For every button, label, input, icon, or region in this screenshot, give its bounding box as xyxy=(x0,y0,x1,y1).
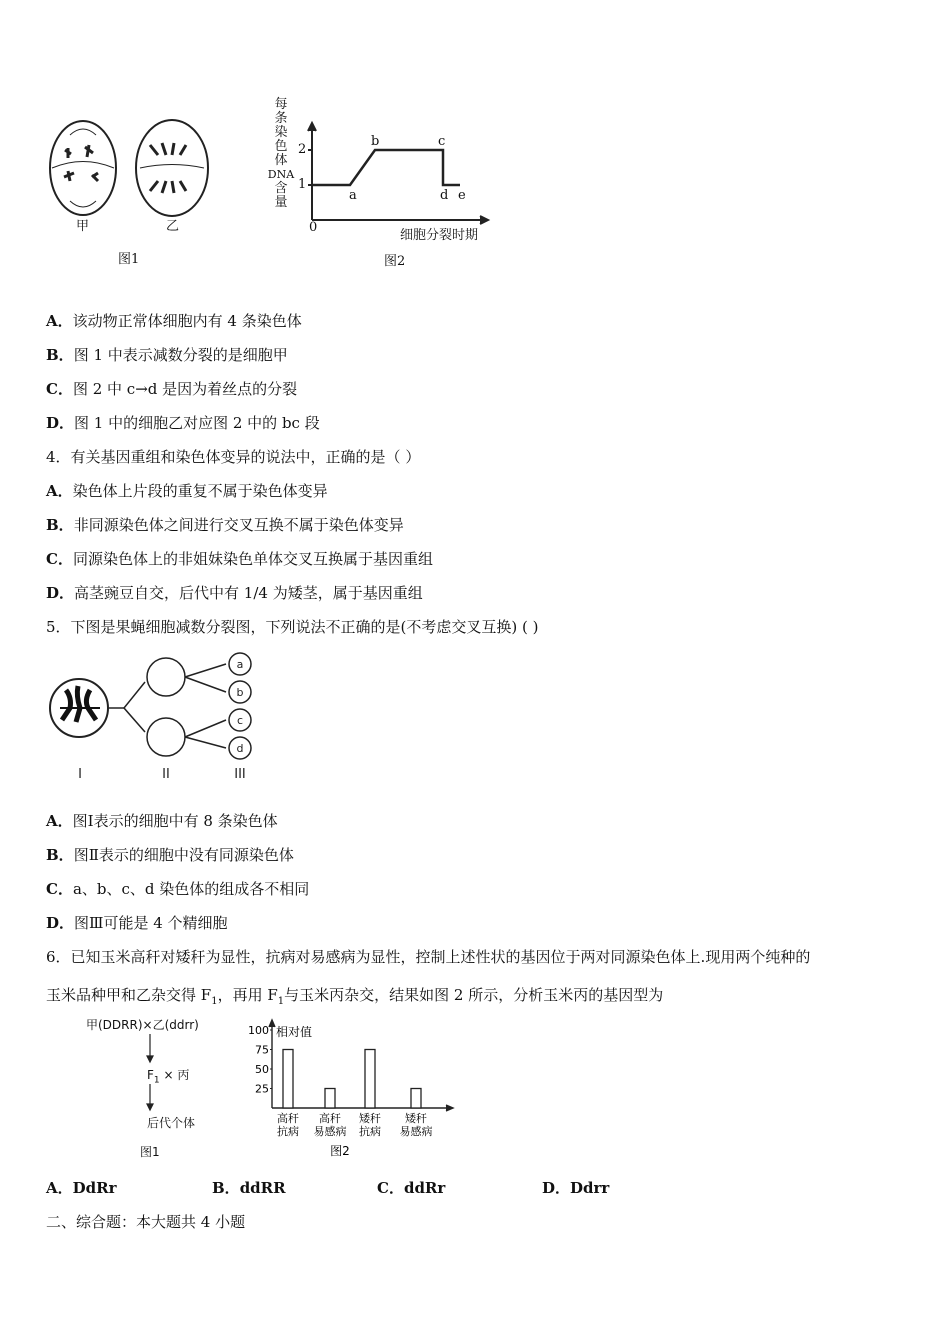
bar-chart-ytick: 25 xyxy=(255,1082,269,1096)
fig2-ylabel-char: 色 xyxy=(274,139,288,154)
q4-option-a[interactable] xyxy=(46,481,328,501)
bar-category-label: 高秆 xyxy=(277,1112,299,1125)
option-text: DdRr xyxy=(72,1179,117,1197)
q3-option-b[interactable] xyxy=(46,345,288,365)
option-letter: B． xyxy=(212,1179,240,1197)
cell-jia-drawing xyxy=(50,121,116,215)
cell-yi-label: 乙 xyxy=(166,219,180,234)
option-text: 图 1 中的细胞乙对应图 2 中的 bc 段 xyxy=(74,414,320,432)
fig2-ylabel-char: 条 xyxy=(274,111,288,126)
q4-option-c[interactable] xyxy=(46,549,433,569)
option-text: 同源染色体上的非姐妹染色单体交叉互换属于基因重组 xyxy=(72,550,433,568)
option-letter: B． xyxy=(46,846,74,864)
fig2-ytick-2: 2 xyxy=(298,142,307,157)
bar-category-label: 矮秆 xyxy=(405,1112,427,1125)
option-letter: C． xyxy=(46,550,73,568)
bar-chart-ytick: 100 xyxy=(248,1024,269,1037)
option-letter: A． xyxy=(46,1179,73,1197)
q5-meiosis-diagram xyxy=(44,650,264,790)
cell-iii-b-label: b xyxy=(236,686,244,699)
fig2-ytick-1: 1 xyxy=(298,177,307,192)
cell-ii-top xyxy=(147,658,185,696)
fig2-ylabel-char: 含 xyxy=(274,181,288,196)
option-text: 该动物正常体细胞内有 4 条染色体 xyxy=(72,312,302,330)
q4-option-b[interactable] xyxy=(46,515,404,535)
bar xyxy=(365,1050,375,1109)
chromosomes-icon xyxy=(60,686,100,722)
bar-chart-ytick: 50 xyxy=(255,1063,269,1076)
option-letter: D． xyxy=(46,584,75,602)
q6-bar-chart xyxy=(240,1018,470,1163)
option-letter: B． xyxy=(46,346,74,364)
q6-stem-part: ，再用 F xyxy=(217,986,278,1004)
q6-f1-cross xyxy=(147,1066,189,1085)
fig2-origin: 0 xyxy=(309,220,318,235)
option-text: ddRR xyxy=(239,1179,286,1197)
fig2-caption: 图2 xyxy=(384,254,406,269)
bar-category-label: 易感病 xyxy=(313,1125,347,1138)
fig1-caption: 图1 xyxy=(118,252,140,267)
cell-iii-d-label: d xyxy=(236,742,244,755)
fig2-point-b: b xyxy=(371,134,380,149)
cell-ii-bottom xyxy=(147,718,185,756)
fig2-point-d: d xyxy=(440,188,449,203)
option-text: 染色体上片段的重复不属于染色体变异 xyxy=(72,482,328,500)
option-text: 非同源染色体之间进行交叉互换不属于染色体变异 xyxy=(73,516,404,534)
bar-chart-ylabel: 相对值 xyxy=(276,1025,313,1039)
bar-chart-ytick: 75 xyxy=(255,1043,269,1057)
f1-sub: 1 xyxy=(153,1075,160,1086)
bar-category-label: 抗病 xyxy=(277,1125,299,1138)
cell-iii-a-label: a xyxy=(236,658,244,671)
bar-category-label: 矮秆 xyxy=(359,1112,381,1125)
q6-option-d[interactable] xyxy=(542,1178,609,1198)
f1-suffix: × 丙 xyxy=(159,1068,190,1082)
fig2-ylabel-char: 染 xyxy=(274,125,288,140)
q6-stem-part: 玉米品种甲和乙杂交得 F xyxy=(46,986,212,1004)
q5-option-c[interactable] xyxy=(46,879,309,899)
bar-category-label: 易感病 xyxy=(399,1125,433,1138)
q4-stem: 4．有关基因重组和染色体变异的说法中，正确的是（ ） xyxy=(46,448,421,466)
fig2-ylabel-char: 每 xyxy=(274,97,288,112)
f1-prefix: F xyxy=(147,1068,154,1082)
option-letter: A． xyxy=(46,812,73,830)
q3-option-a[interactable] xyxy=(46,311,302,331)
fig2-point-a: a xyxy=(349,188,357,203)
fig2-ylabel-char: 量 xyxy=(274,195,288,210)
q6-option-b[interactable] xyxy=(212,1178,286,1198)
bar xyxy=(411,1089,421,1109)
bar-category-label: 抗病 xyxy=(359,1125,381,1138)
fig2-axes xyxy=(308,123,488,224)
fig2-ylabel-char: 体 xyxy=(274,153,288,168)
cell-jia-label: 甲 xyxy=(76,219,90,234)
q6-stem-line1: 6．已知玉米高秆对矮秆为显性，抗病对易感病为显性，控制上述性状的基因位于两对同源染色体上.现用两个纯种的 xyxy=(46,948,811,966)
fig2-ylabel xyxy=(266,98,296,210)
option-letter: D． xyxy=(542,1179,571,1197)
q3-option-c[interactable] xyxy=(46,379,297,399)
option-letter: A． xyxy=(46,482,73,500)
q4-option-d[interactable] xyxy=(46,583,423,603)
q5-option-b[interactable] xyxy=(46,845,294,865)
q6-fig1-caption: 图1 xyxy=(140,1145,160,1159)
option-letter: C． xyxy=(46,880,73,898)
option-letter: B． xyxy=(46,516,74,534)
option-letter: A． xyxy=(46,312,73,330)
section-2-heading: 二、综合题：本大题共 4 小题 xyxy=(46,1213,246,1231)
q6-option-c[interactable] xyxy=(377,1178,445,1198)
q5-option-d[interactable] xyxy=(46,913,228,933)
q6-option-a[interactable] xyxy=(46,1178,117,1198)
option-text: 图 1 中表示减数分裂的是细胞甲 xyxy=(73,346,288,364)
q6-stem-line2 xyxy=(46,985,663,1012)
roman-ii-label: II xyxy=(162,767,170,782)
q6-offspring: 后代个体 xyxy=(147,1116,196,1130)
option-letter: D． xyxy=(46,414,75,432)
option-letter: C． xyxy=(377,1179,404,1197)
bar-category-label: 高秆 xyxy=(319,1112,341,1125)
option-text: 高茎豌豆自交，后代中有 1/4 为矮茎，属于基因重组 xyxy=(74,584,423,602)
option-letter: D． xyxy=(46,914,75,932)
option-text: ddRr xyxy=(403,1179,446,1197)
cell-iii-c-label: c xyxy=(236,714,244,727)
q6-cross-text: 甲(DDRR)×乙(ddrr) xyxy=(86,1018,199,1032)
bar xyxy=(325,1089,335,1109)
option-text: 图Ⅲ可能是 4 个精细胞 xyxy=(74,914,228,932)
q6-stem-sub: 1 xyxy=(277,996,285,1007)
option-text: Ddrr xyxy=(570,1179,610,1197)
fig2-point-c: c xyxy=(438,134,446,149)
roman-i-label: I xyxy=(78,767,82,782)
option-text: a、b、c、d 染色体的组成各不相同 xyxy=(72,880,310,898)
q5-option-a[interactable] xyxy=(46,811,278,831)
dna-content-curve xyxy=(312,150,460,185)
q6-stem-sub: 1 xyxy=(211,996,218,1007)
q3-option-d[interactable] xyxy=(46,413,320,433)
q6-stem-part: 与玉米丙杂交，结果如图 2 所示，分析玉米丙的基因型为 xyxy=(284,986,664,1004)
cell-yi-drawing xyxy=(136,120,208,216)
fig2-xlabel: 细胞分裂时期 xyxy=(400,228,479,243)
fig2-point-e: e xyxy=(458,188,466,203)
option-text: 图 2 中 c→d 是因为着丝点的分裂 xyxy=(72,380,298,398)
bar xyxy=(283,1050,293,1109)
option-text: 图Ⅱ表示的细胞中没有同源染色体 xyxy=(73,846,294,864)
fig2-ylabel-char: DNA xyxy=(267,168,295,181)
bar-chart-caption: 图2 xyxy=(330,1144,350,1158)
q5-stem: 5．下图是果蝇细胞减数分裂图，下列说法不正确的是(不考虑交叉互换) ( ) xyxy=(46,618,539,636)
roman-iii-label: III xyxy=(234,767,246,782)
option-letter: C． xyxy=(46,380,73,398)
option-text: 图Ⅰ表示的细胞中有 8 条染色体 xyxy=(72,812,278,830)
